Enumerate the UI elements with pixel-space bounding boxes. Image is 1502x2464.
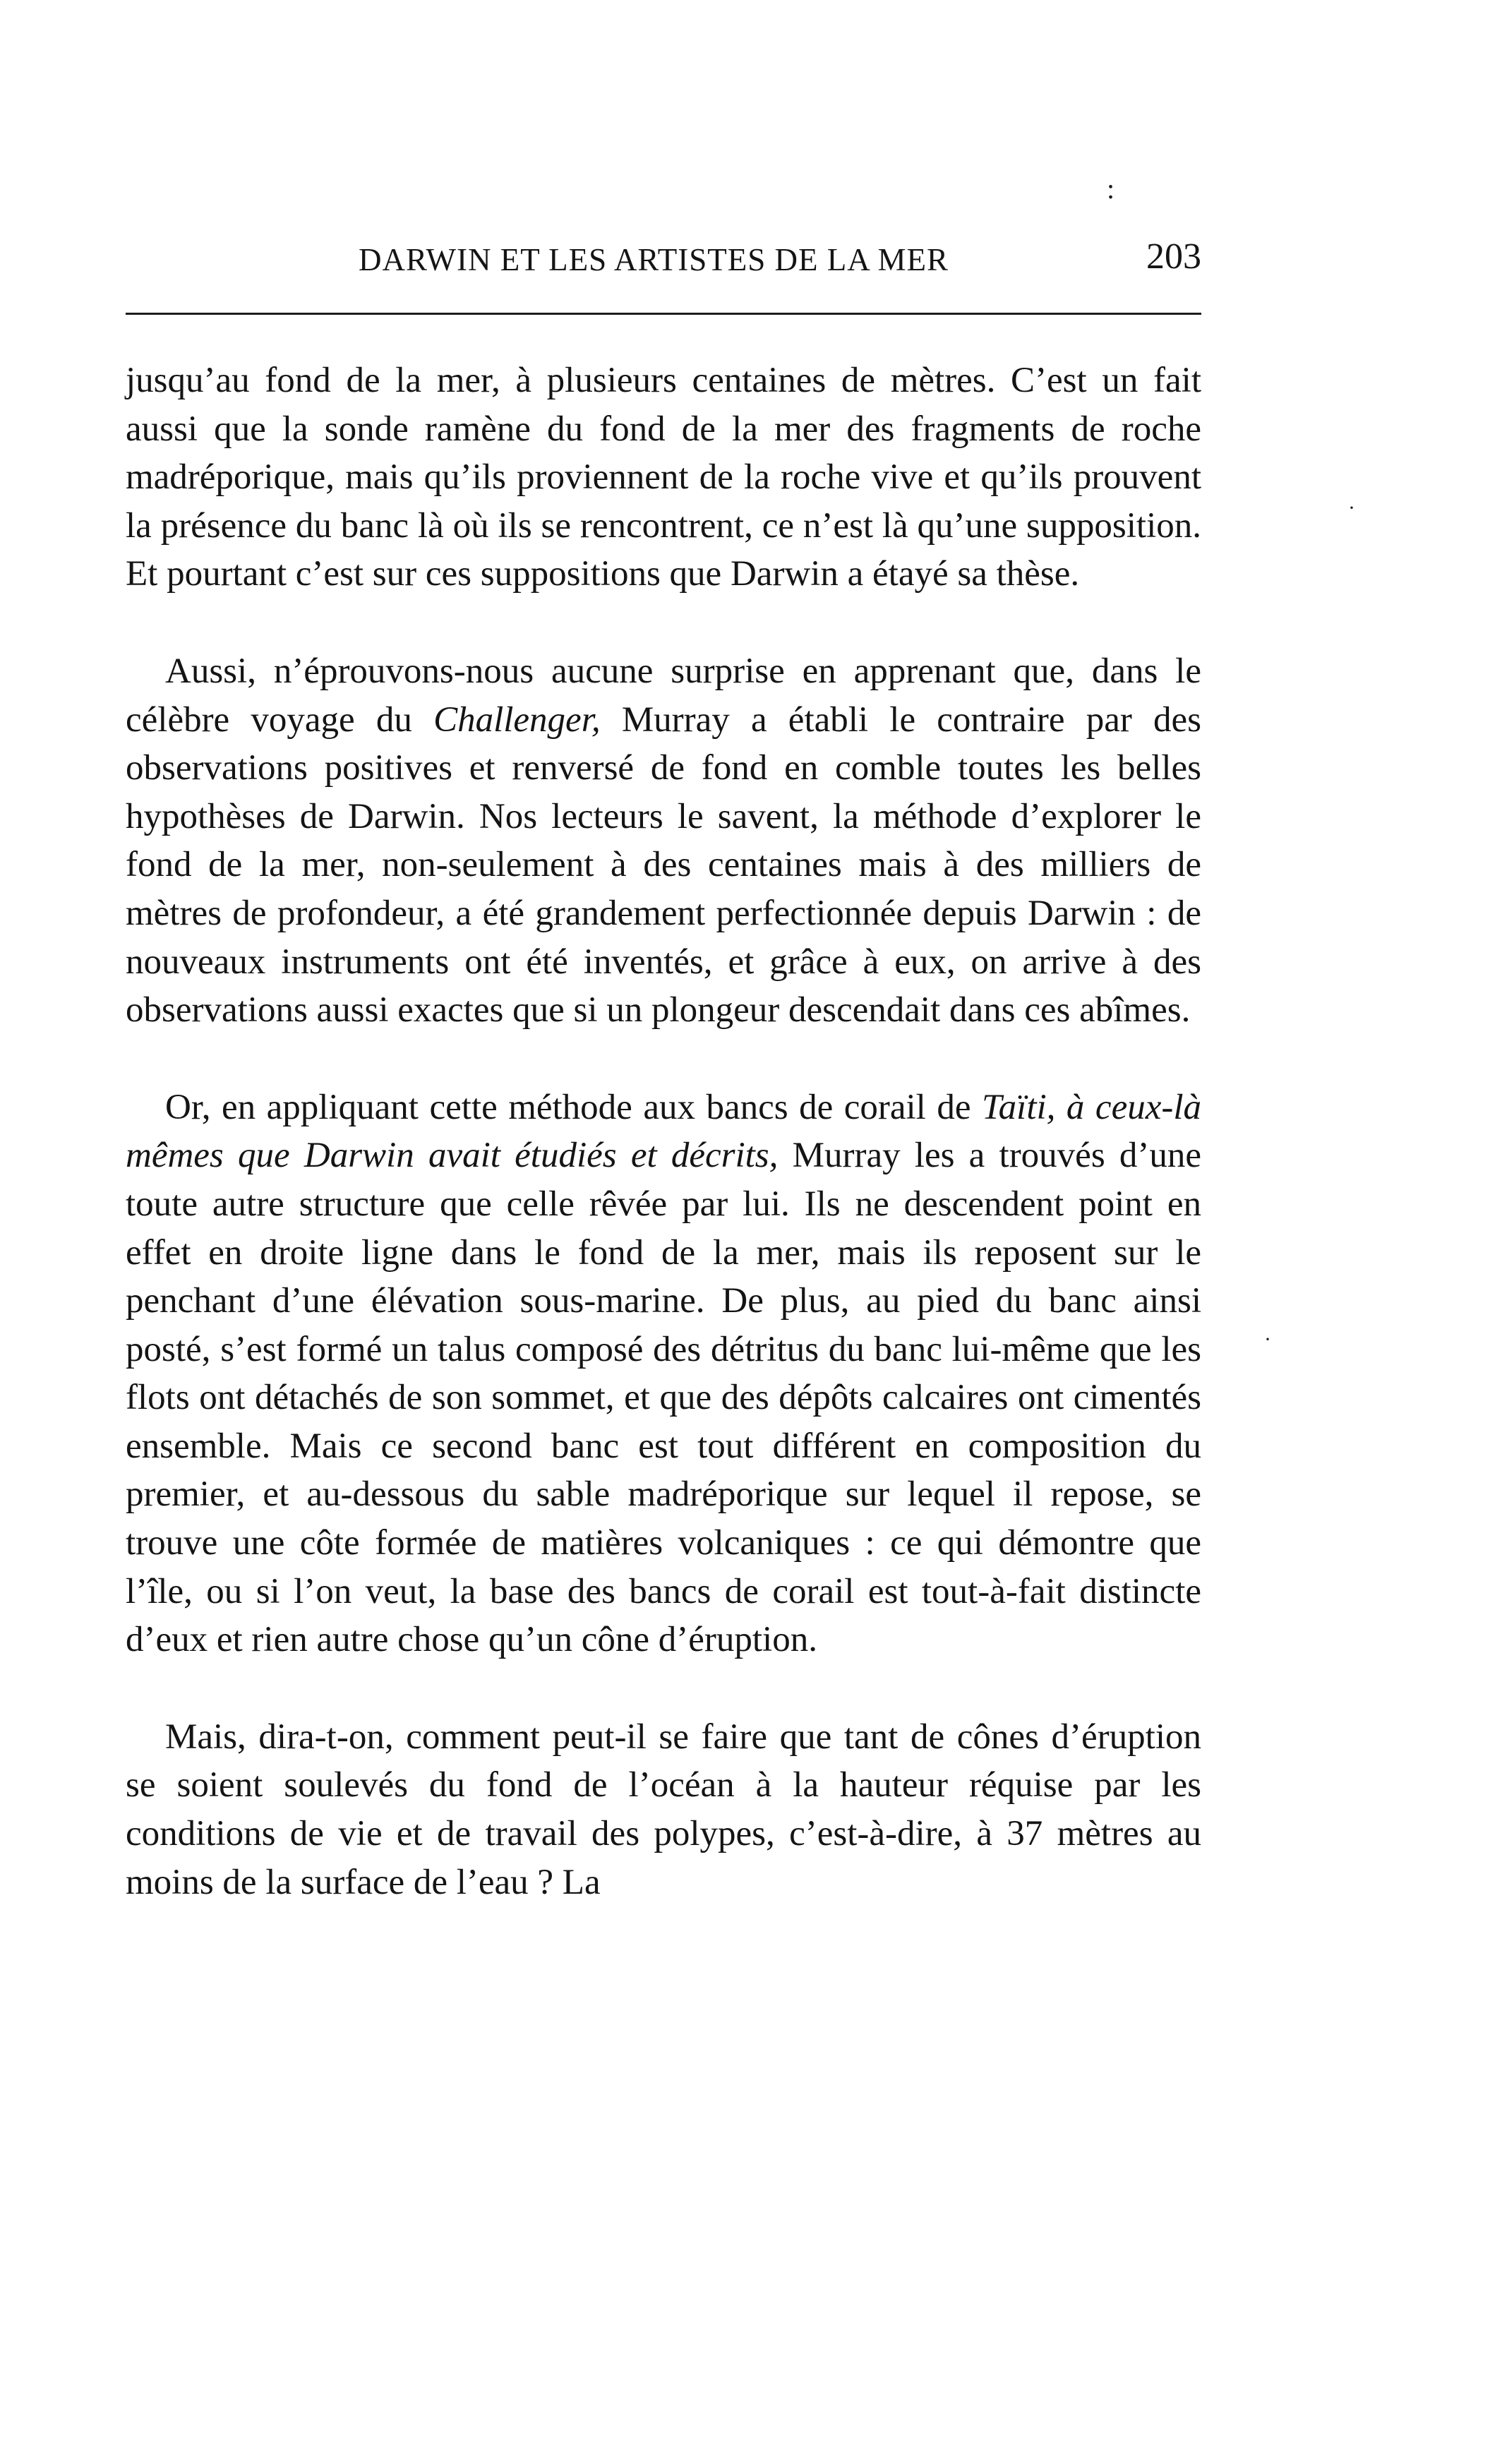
page-number: 203 bbox=[1146, 236, 1201, 277]
margin-mark: · bbox=[1348, 496, 1355, 519]
emphasis-text: Taïti, à ceux-là mêmes que Darwin avait étudiés et décrits, bbox=[126, 1087, 1201, 1176]
paragraph bbox=[126, 356, 1201, 599]
paragraph-text: Murray a établi le contraire par des observations positives et renversé de fond en comble toutes les belles hypothèses de Darwin. Nos lecteurs le savent, la méthode d’explorer le fond de la mer, non-seulement à des centaines mais à des milliers de mètres de profondeur, a été grandement perfectionnée depuis Darwin : de nouveaux instruments ont été inventés, et grâce à eux, on arrive à des observations aussi exactes que si un plongeur descendait dans ces abîmes. bbox=[126, 699, 1201, 1030]
paragraph-text: Aussi, n’éprouvons-nous aucune surprise en apprenant que, dans le célèbre voyage du bbox=[126, 651, 1201, 740]
page-header bbox=[126, 212, 1201, 296]
body-text bbox=[126, 356, 1201, 1906]
paragraph bbox=[126, 1083, 1201, 1664]
paragraph-text: Murray les a trouvés d’une toute autre structure que celle rêvée par lui. Ils ne descendent point en effet en droite ligne dans le fond de la mer, mais ils reposent sur le penchant d’une élévation sous-marine. De plus, au pied du banc ainsi posté, s’est formé un talus composé des détritus du banc lui-même que les flots ont détachés de son sommet, et que des dépôts calcaires ont cimentés ensemble. Mais ce second banc est tout différent en composition du premier, et au-dessous du sable madréporique sur lequel il repose, se trouve une côte formée de matières volcaniques : ce qui démontre que l’île, ou si l’on veut, la base des bancs de corail est tout-à-fait distincte d’eux et rien autre chose qu’un cône d’éruption. bbox=[126, 1136, 1202, 1660]
paragraph bbox=[126, 647, 1201, 1035]
paragraph-text: jusqu’au fond de la mer, à plusieurs centaines de mètres. C’est un fait aussi que la sonde ramène du fond de la mer des fragments de roche madréporique, mais qu’ils proviennent de la roche vive et qu’ils prouvent la présence du banc là où ils se rencontrent, ce n’est là qu’une supposition. Et pourtant c’est sur ces suppositions que Darwin a étayé sa thèse. bbox=[126, 361, 1201, 594]
header-rule bbox=[126, 313, 1201, 315]
paragraph-text: Or, en appliquant cette méthode aux bancs de corail de bbox=[165, 1087, 982, 1127]
margin-mark: : bbox=[1107, 173, 1115, 205]
paragraph-text: Mais, dira-t-on, comment peut-il se faire que tant de cônes d’éruption se soient soulevés du fond de l’océan à la hauteur réquise par les conditions de vie et de travail des polypes, c’est-à-dire, à 37 mètres au moins de la surface de l’eau ? La bbox=[126, 1717, 1201, 1902]
ship-name: Challenger, bbox=[433, 699, 601, 740]
paragraph bbox=[126, 1713, 1201, 1906]
margin-mark: · bbox=[1264, 1328, 1271, 1351]
running-title: DARWIN ET LES ARTISTES DE LA MER bbox=[359, 242, 949, 277]
